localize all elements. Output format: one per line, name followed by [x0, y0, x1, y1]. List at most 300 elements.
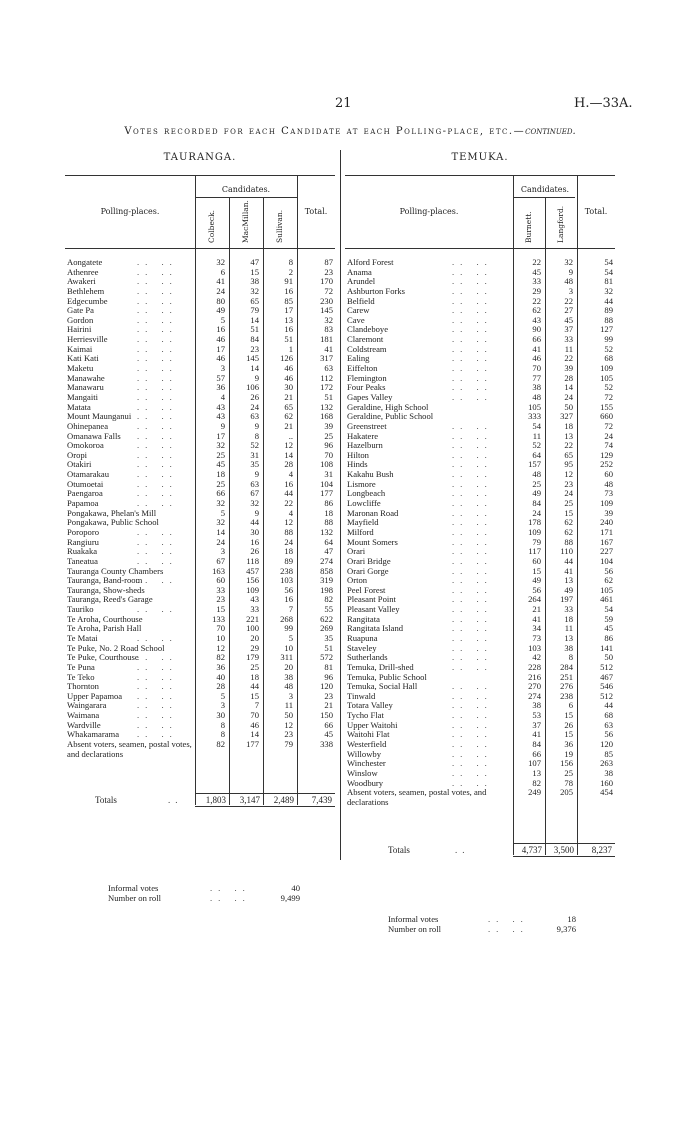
candidate-votes: 36: [216, 382, 225, 393]
polling-place: Whakamarama: [67, 729, 120, 740]
leader-dots: .. ..: [137, 411, 178, 422]
candidate-votes: 49: [532, 575, 541, 586]
candidate-votes: 66: [532, 334, 541, 345]
row-total: 170: [320, 276, 333, 287]
candidate-votes: 264: [528, 594, 541, 605]
polling-place: Carew: [347, 305, 370, 316]
polling-place: Te Aroha, Courthouse: [67, 613, 143, 624]
candidate-votes: 52: [250, 440, 259, 451]
leader-dots: .. ..: [210, 893, 251, 903]
row-total: 56: [604, 729, 613, 740]
leader-dots: .. ..: [137, 401, 178, 412]
candidate-votes: 18: [564, 420, 573, 431]
candidate-votes: 9: [254, 420, 259, 431]
leader-dots: .. ..: [452, 632, 493, 643]
candidate-votes: 12: [284, 517, 293, 528]
candidate-votes: 16: [284, 285, 293, 296]
candidate-votes: 65: [564, 449, 573, 460]
candidate-votes: 268: [280, 613, 293, 624]
leader-dots: .. ..: [137, 430, 178, 441]
row-total: 23: [324, 266, 333, 277]
candidate-votes: 64: [532, 449, 541, 460]
polling-place: Staveley: [347, 642, 377, 653]
candidate-votes: 30: [250, 526, 259, 537]
leader-dots: .. ..: [452, 661, 493, 672]
leader-dots: .. ..: [137, 324, 178, 335]
candidate-votes: 46: [216, 334, 225, 345]
candidate-votes: 22: [564, 440, 573, 451]
row-total: 44: [604, 295, 613, 306]
candidate-votes: 82: [216, 739, 225, 750]
row-total: 45: [604, 623, 613, 634]
candidate-votes: 8: [288, 257, 293, 267]
candidate-votes: 157: [528, 459, 541, 470]
candidate-votes: 7: [254, 700, 259, 711]
leader-dots: .. ..: [452, 314, 493, 325]
candidate-votes: 57: [216, 372, 225, 383]
polling-place: Geraldine, Public School: [347, 411, 434, 422]
candidate-votes: 79: [284, 739, 293, 750]
polling-place: Ruakaka: [67, 546, 98, 557]
polling-place: Manawahe: [67, 372, 105, 383]
row-total: 73: [604, 488, 613, 499]
candidate-votes: 9: [254, 507, 259, 518]
polling-place: Tycho Flat: [347, 710, 384, 721]
table-row: [67, 528, 335, 538]
temuka-total-value: 3,500: [553, 845, 574, 855]
candidate-votes: 21: [284, 420, 293, 431]
polling-place: Absent voters, seamen, postal votes, and declarations: [347, 787, 487, 807]
polling-place: Hakatere: [347, 430, 379, 441]
table-row: [67, 364, 335, 374]
row-total: 62: [604, 575, 613, 586]
candidate-votes: 43: [532, 314, 541, 325]
candidate-votes: ..: [288, 430, 293, 441]
polling-place: Gate Pa: [67, 305, 94, 316]
candidate-votes: 238: [560, 690, 573, 701]
leader-dots: .. ..: [137, 498, 178, 509]
candidate-votes: 44: [284, 488, 293, 499]
table-row: [67, 740, 335, 769]
polling-place: Te Puke, Courthouse: [67, 652, 139, 663]
leader-dots: .. ..: [137, 690, 178, 701]
candidate-votes: 36: [564, 739, 573, 750]
candidate-votes: 18: [284, 546, 293, 557]
row-total: 63: [324, 363, 333, 374]
candidate-votes: 221: [246, 613, 259, 624]
temuka-candidates-rule: [513, 197, 575, 198]
candidate-votes: 22: [284, 498, 293, 509]
leader-dots: .. ..: [452, 575, 493, 586]
row-total: 39: [324, 420, 333, 431]
polling-place: Clandeboye: [347, 324, 389, 335]
leader-dots: .. ..: [452, 353, 493, 364]
leader-dots: .. ..: [137, 285, 178, 296]
row-total: 109: [600, 498, 613, 509]
candidate-votes: 249: [528, 787, 541, 798]
candidate-votes: 16: [284, 478, 293, 489]
row-total: 338: [320, 739, 333, 750]
candidate-votes: 67: [250, 488, 259, 499]
candidate-votes: 52: [532, 440, 541, 451]
polling-place: Maketu: [67, 363, 94, 374]
candidate-votes: 3: [220, 700, 225, 711]
leader-dots: .. ..: [452, 517, 493, 528]
row-total: 467: [600, 671, 613, 682]
polling-place: Alford Forest: [347, 257, 394, 267]
polling-place: Te Puna: [67, 661, 95, 672]
candidate-votes: 77: [532, 372, 541, 383]
polling-place: Te Matai: [67, 632, 98, 643]
leader-dots: .. ..: [137, 372, 178, 383]
polling-place: Tauriko: [67, 604, 94, 615]
polling-place: Absent voters, seamen, postal votes, and declarations: [67, 739, 192, 759]
leader-dots: .. ..: [452, 276, 493, 287]
candidate-votes: 156: [246, 575, 259, 586]
candidate-votes: 103: [280, 575, 293, 586]
candidate-votes: 3: [288, 690, 293, 701]
polling-place: Taneatua: [67, 555, 98, 566]
polling-place: Greenstreet: [347, 420, 387, 431]
row-total: 72: [604, 420, 613, 431]
table-row: [67, 489, 335, 499]
row-total: 74: [604, 440, 613, 451]
row-total: 44: [604, 700, 613, 711]
candidate-votes: 51: [250, 324, 259, 335]
candidate-votes: 35: [250, 459, 259, 470]
candidate-votes: 17: [284, 305, 293, 316]
polling-place: Papamoa: [67, 498, 99, 509]
candidate-votes: 70: [216, 623, 225, 634]
table-row: [67, 538, 335, 548]
candidate-votes: 33: [216, 584, 225, 595]
candidate-votes: 33: [564, 334, 573, 345]
candidate-votes: 23: [250, 343, 259, 354]
polling-place: Eiffelton: [347, 363, 378, 374]
candidate-votes: 51: [284, 334, 293, 345]
candidate-votes: 80: [216, 295, 225, 306]
candidate-votes: 82: [532, 777, 541, 788]
candidate-votes: 26: [250, 391, 259, 402]
candidate-votes: 45: [216, 459, 225, 470]
candidate-votes: 6: [568, 700, 573, 711]
candidate-votes: 28: [564, 372, 573, 383]
polling-place: Poroporo: [67, 526, 99, 537]
leader-dots: .. ..: [137, 314, 178, 325]
polling-place: Mangaiti: [67, 391, 99, 402]
row-total: 96: [324, 440, 333, 451]
candidate-votes: 178: [528, 517, 541, 528]
candidate-votes: 33: [564, 604, 573, 615]
row-total: 660: [600, 411, 613, 422]
row-total: 51: [324, 391, 333, 402]
candidate-votes: 18: [250, 671, 259, 682]
candidate-votes: 14: [250, 729, 259, 740]
leader-dots: .. ..: [137, 449, 178, 460]
polling-place: Ohinepanea: [67, 420, 109, 431]
candidate-votes: 14: [250, 363, 259, 374]
candidate-votes: 5: [220, 314, 225, 325]
leader-dots: .. ..: [452, 777, 493, 788]
row-total: 160: [600, 777, 613, 788]
polling-place: Rangiuru: [67, 536, 99, 547]
polling-place: Ruapuna: [347, 632, 378, 643]
candidate-votes: 78: [564, 777, 573, 788]
candidate-votes: 21: [532, 604, 541, 615]
table-row: [67, 711, 335, 721]
candidate-votes: 163: [212, 565, 225, 576]
candidate-votes: 30: [216, 710, 225, 721]
row-total: 227: [600, 546, 613, 557]
candidate-votes: 41: [532, 729, 541, 740]
candidate-votes: 13: [532, 767, 541, 778]
polling-place: Kakahu Bush: [347, 469, 394, 480]
polling-place: Maronan Road: [347, 507, 399, 518]
tauranga-header-rule: [65, 248, 335, 249]
row-total: 64: [324, 536, 333, 547]
leader-dots: .. ..: [452, 652, 493, 663]
row-total: 70: [324, 449, 333, 460]
candidate-votes: 13: [284, 314, 293, 325]
candidate-votes: 45: [564, 314, 573, 325]
table-row: [67, 374, 335, 384]
polling-place: Orton: [347, 575, 368, 586]
polling-place: Pleasant Valley: [347, 604, 400, 615]
candidate-votes: 24: [216, 285, 225, 296]
polling-place: Otamarakau: [67, 469, 109, 480]
candidate-votes: 12: [216, 642, 225, 653]
row-total: 32: [604, 285, 613, 296]
candidate-votes: 179: [246, 652, 259, 663]
candidate-votes: 21: [284, 391, 293, 402]
candidate-votes: 89: [284, 555, 293, 566]
candidate-votes: 145: [246, 353, 259, 364]
row-total: 55: [324, 604, 333, 615]
candidate-votes: 16: [250, 536, 259, 547]
leader-dots: .. ..: [137, 488, 178, 499]
row-total: 39: [604, 507, 613, 518]
candidate-votes: 91: [284, 276, 293, 287]
polling-place: Sutherlands: [347, 652, 388, 663]
temuka-informal-label: Informal votes: [388, 914, 439, 924]
candidate-votes: 49: [532, 488, 541, 499]
candidate-votes: 88: [284, 526, 293, 537]
table-row: [67, 480, 335, 490]
candidate-votes: 11: [284, 700, 293, 711]
tauranga-total-value: 7,439: [311, 795, 332, 805]
leader-dots: .. ..: [452, 440, 493, 451]
leader-dots: .. ..: [137, 526, 178, 537]
candidate-votes: 32: [250, 498, 259, 509]
candidate-votes: 32: [216, 498, 225, 509]
candidate-votes: 28: [284, 459, 293, 470]
leader-dots: .. ..: [452, 748, 493, 759]
candidate-votes: 46: [216, 353, 225, 364]
candidate-votes: 5: [220, 507, 225, 518]
leader-dots: .. ..: [137, 334, 178, 345]
leader-dots: .. ..: [452, 430, 493, 441]
temuka-total-header: Total.: [584, 207, 608, 216]
polling-place: Lowcliffe: [347, 498, 381, 509]
candidate-votes: 15: [532, 565, 541, 576]
row-total: 89: [604, 305, 613, 316]
leader-dots: .. ..: [137, 440, 178, 451]
candidate-votes: 25: [564, 498, 573, 509]
candidate-votes: 62: [564, 526, 573, 537]
candidate-votes: 84: [532, 498, 541, 509]
candidate-votes: 276: [560, 681, 573, 692]
row-total: 32: [324, 314, 333, 325]
candidate-votes: 15: [564, 710, 573, 721]
leader-dots: .. ..: [452, 594, 493, 605]
polling-place: Mount Somers: [347, 536, 398, 547]
candidate-votes: 25: [216, 449, 225, 460]
polling-place: Cave: [347, 314, 365, 325]
polling-place: Woodbury: [347, 777, 384, 788]
leader-dots: .. ..: [452, 729, 493, 740]
leader-dots: .. ..: [488, 914, 529, 924]
row-total: 274: [320, 555, 333, 566]
candidate-votes: 46: [250, 719, 259, 730]
candidate-votes: 23: [564, 478, 573, 489]
tauranga-candidates-rule: [195, 197, 297, 198]
row-total: 141: [600, 642, 613, 653]
leader-dots: .. ..: [137, 729, 178, 740]
polling-place: Awakeri: [67, 276, 96, 287]
polling-place: Te Puke, No. 2 Road School: [67, 642, 165, 653]
candidate-votes: 42: [532, 652, 541, 663]
polling-place: Matata: [67, 401, 91, 412]
candidate-votes: 14: [250, 314, 259, 325]
leader-dots: .. ..: [137, 661, 178, 672]
candidate-votes: 8: [254, 430, 259, 441]
tauranga-title: TAURANGA.: [163, 152, 237, 163]
candidate-votes: 41: [532, 343, 541, 354]
row-total: 120: [320, 681, 333, 692]
candidate-votes: 9: [220, 420, 225, 431]
candidate-header: Burnett.: [524, 211, 533, 243]
row-total: 120: [600, 739, 613, 750]
row-total: 82: [324, 594, 333, 605]
leader-dots: .. ..: [452, 536, 493, 547]
row-total: 68: [604, 353, 613, 364]
row-total: 112: [320, 372, 333, 383]
candidate-votes: 25: [564, 767, 573, 778]
row-total: 105: [600, 372, 613, 383]
candidate-votes: 22: [564, 295, 573, 306]
table-row: [67, 306, 335, 316]
candidate-votes: 22: [532, 257, 541, 267]
row-total: 512: [600, 661, 613, 672]
candidate-votes: 29: [532, 285, 541, 296]
row-total: 88: [604, 314, 613, 325]
polling-place: Orari Gorge: [347, 565, 389, 576]
candidate-votes: 10: [284, 642, 293, 653]
candidate-votes: 15: [250, 266, 259, 277]
leader-dots: .. ..: [452, 295, 493, 306]
leader-dots: .. ..: [137, 305, 178, 316]
leader-dots: .. ..: [452, 642, 493, 653]
leader-dots: .. ..: [452, 469, 493, 480]
table-row: [67, 624, 335, 634]
polling-place: Lismore: [347, 478, 376, 489]
polling-place: Willowby: [347, 748, 382, 759]
candidate-votes: 1: [288, 343, 293, 354]
candidate-votes: 2: [288, 266, 293, 277]
polling-place: Waingarara: [67, 700, 107, 711]
row-total: 81: [604, 276, 613, 287]
leader-dots: .. ..: [137, 700, 178, 711]
temuka-totals-rule: [513, 843, 615, 844]
row-total: 132: [320, 401, 333, 412]
candidate-votes: 270: [528, 681, 541, 692]
polling-place: Otumoetai: [67, 478, 104, 489]
tauranga-totals-rule: [195, 793, 335, 794]
candidate-votes: 43: [216, 411, 225, 422]
leader-dots: .. ..: [137, 276, 178, 287]
leader-dots: .. ..: [137, 266, 178, 277]
candidate-votes: 16: [216, 324, 225, 335]
row-total: 461: [600, 594, 613, 605]
polling-place: Milford: [347, 526, 374, 537]
temuka-candidates-header: Candidates.: [520, 185, 570, 194]
row-total: 25: [324, 430, 333, 441]
candidate-votes: 14: [564, 382, 573, 393]
leader-dots: .. ..: [137, 469, 178, 480]
row-total: 230: [320, 295, 333, 306]
polling-place: Paengaroa: [67, 488, 103, 499]
candidate-votes: 4: [288, 507, 293, 518]
leader-dots: .. ..: [137, 382, 178, 393]
row-total: 41: [324, 343, 333, 354]
candidate-header: Sullivan.: [275, 209, 284, 243]
candidate-votes: 34: [532, 623, 541, 634]
tauranga-totals-rule: [195, 806, 335, 807]
row-total: 18: [324, 507, 333, 518]
candidate-votes: 62: [564, 517, 573, 528]
candidate-votes: 107: [528, 758, 541, 769]
candidate-votes: 457: [246, 565, 259, 576]
row-total: 81: [324, 661, 333, 672]
candidate-votes: 60: [532, 555, 541, 566]
candidate-votes: 63: [250, 411, 259, 422]
row-total: 66: [324, 719, 333, 730]
tauranga-roll-label: Number on roll: [108, 893, 161, 903]
leader-dots: .. ..: [137, 353, 178, 364]
table-row: [67, 653, 335, 663]
candidate-votes: 251: [560, 671, 573, 682]
row-total: 54: [604, 266, 613, 277]
leader-dots: .. ..: [452, 767, 493, 778]
row-total: 45: [324, 729, 333, 740]
candidate-votes: 25: [532, 478, 541, 489]
temuka-rows: [347, 258, 615, 808]
row-total: 319: [320, 575, 333, 586]
candidate-votes: 38: [284, 671, 293, 682]
row-total: 52: [604, 382, 613, 393]
leader-dots: .. ..: [452, 681, 493, 692]
table-row: [67, 335, 335, 345]
row-total: 88: [324, 517, 333, 528]
table-subtitle: [0, 126, 700, 137]
row-total: 54: [604, 257, 613, 267]
table-row: [67, 518, 335, 528]
leader-dots: .. ..: [452, 546, 493, 557]
candidate-votes: 65: [284, 401, 293, 412]
row-total: 240: [600, 517, 613, 528]
candidate-votes: 36: [216, 661, 225, 672]
temuka-title: TEMUKA.: [451, 152, 509, 163]
